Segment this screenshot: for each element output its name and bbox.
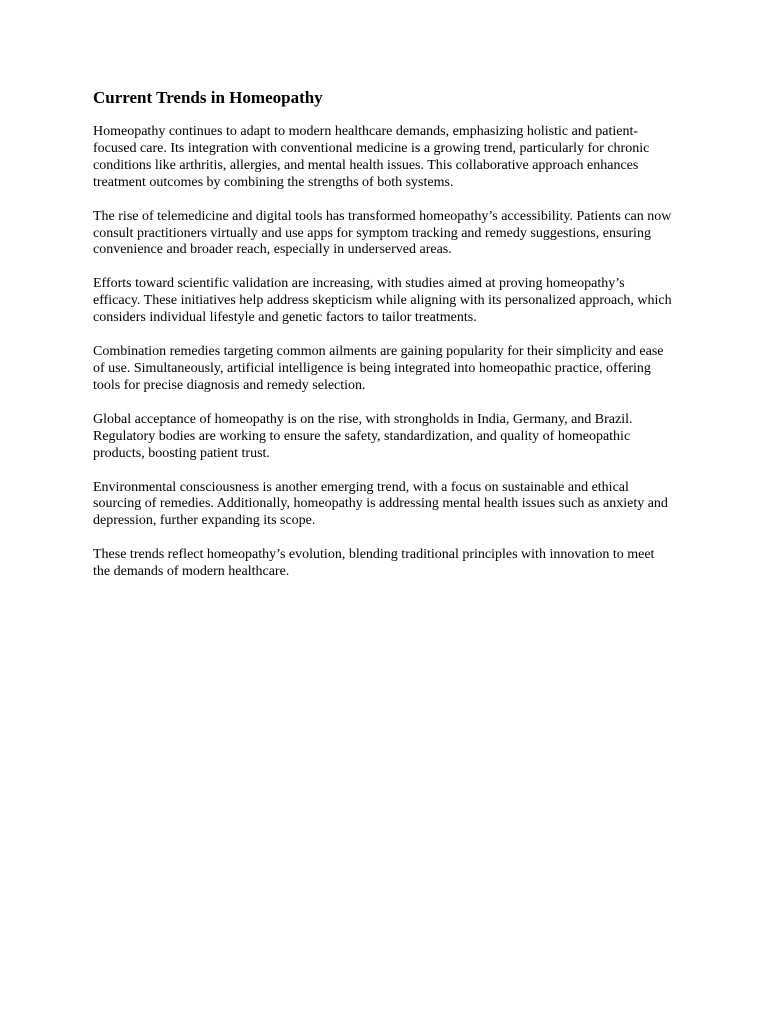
paragraph-combination-remedies: Combination remedies targeting common ailments are gaining popularity for their simplicity and ease of use. Simultaneously, artificial intelligence is being integrated into homeopathic practice, offering tools for precise diagnosis and remedy selection. bbox=[93, 344, 664, 393]
paragraph-environmental: Environmental consciousness is another emerging trend, with a focus on sustainable and ethical sourcing of remedies. Additionally, homeopathy is addressing mental health issues such as anxiety and depression, further expanding its scope. bbox=[93, 479, 668, 529]
document-body bbox=[93, 88, 673, 581]
paragraph-integration: Homeopathy continues to adapt to modern healthcare demands, emphasizing holistic and patient-focused care. Its integration with conventional medicine is a growing trend, particularly for chronic conditions like arthritis, allergies, and mental health issues. This collaborative approach enhances treatment outcomes by combining the strengths of both systems. bbox=[93, 124, 650, 190]
paragraph-validation: Efforts toward scientific validation are increasing, with studies aimed at proving homeopathy’s efficacy. These initiatives help address skepticism while aligning with its personalized approach, which considers individual lifestyle and genetic factors to tailor treatments. bbox=[93, 276, 672, 326]
paragraph-telemedicine: The rise of telemedicine and digital tools has transformed homeopathy’s accessibility. Patients can now consult practitioners virtually and use apps for symptom tracking and remedy suggestions, ensuring convenience and broader reach, especially in underserved areas. bbox=[93, 208, 672, 258]
document-title: Current Trends in Homeopathy bbox=[93, 88, 323, 107]
paragraph-global-acceptance: Global acceptance of homeopathy is on the rise, with strongholds in India, Germany, and Brazil. Regulatory bodies are working to ensure the safety, standardization, and quality of homeopathic products, boosting patient trust. bbox=[93, 411, 633, 461]
paragraph-conclusion: These trends reflect homeopathy’s evolution, blending traditional principles with innovation to meet the demands of modern healthcare. bbox=[93, 547, 655, 580]
